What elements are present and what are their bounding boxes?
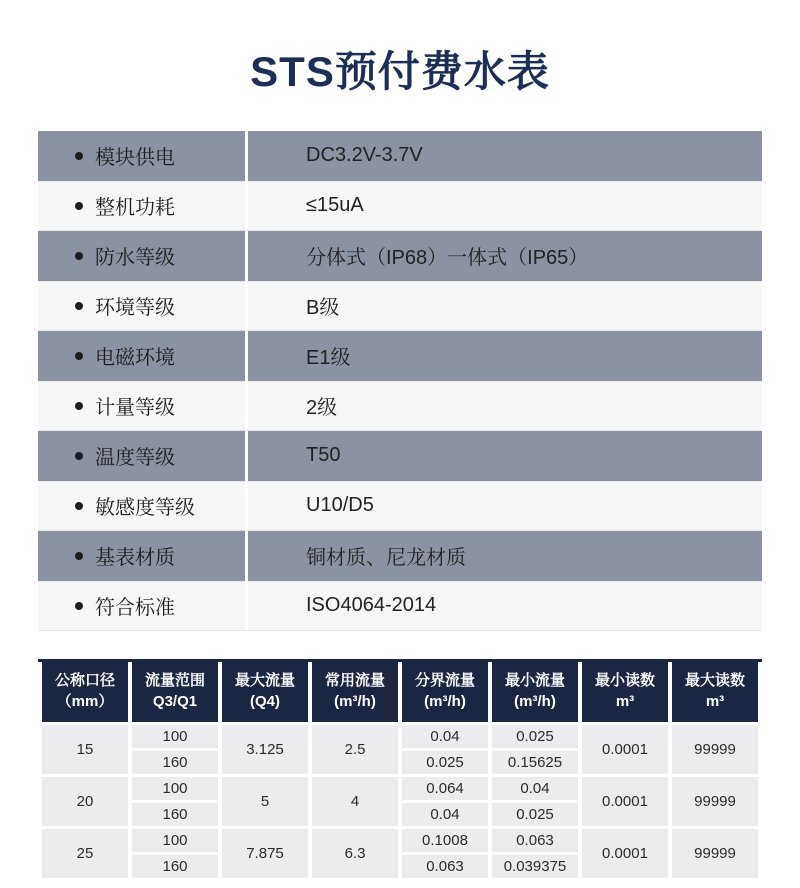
spec-label: 符合标准 xyxy=(95,597,175,619)
spec-value: 2级 xyxy=(306,397,338,419)
cell-min-reading: 0.0001 xyxy=(582,725,668,774)
flow-row-dn15-top xyxy=(42,725,758,748)
spec-label: 整机功耗 xyxy=(95,197,175,219)
bullet-icon xyxy=(75,452,83,460)
cell-boundary: 0.1008 xyxy=(402,829,488,852)
cell-qnormal: 4 xyxy=(312,777,398,826)
flow-header-flow-range: 流量范围 Q3/Q1 xyxy=(132,662,218,722)
spec-value: U10/D5 xyxy=(306,494,374,516)
spec-value: E1级 xyxy=(306,347,351,369)
cell-range-q3: 100 xyxy=(132,725,218,748)
spec-label: 防水等级 xyxy=(95,247,175,269)
cell-max-reading: 99999 xyxy=(672,829,758,878)
spec-value: ISO4064-2014 xyxy=(306,594,437,616)
spec-label: 基表材质 xyxy=(95,547,175,569)
bullet-icon xyxy=(75,152,83,160)
bullet-icon xyxy=(75,202,83,210)
bullet-icon xyxy=(75,252,83,260)
spec-row-emc-environment xyxy=(38,331,762,381)
spec-label-cell xyxy=(38,431,248,481)
spec-label: 敏感度等级 xyxy=(95,497,195,519)
spec-row-module-power xyxy=(38,131,762,181)
spec-label-cell xyxy=(38,282,248,330)
cell-boundary: 0.025 xyxy=(402,751,488,774)
cell-min-flow: 0.025 xyxy=(492,803,578,826)
spec-label-cell xyxy=(38,331,248,381)
cell-dn: 25 xyxy=(42,829,128,878)
cell-max-reading: 99999 xyxy=(672,777,758,826)
cell-boundary: 0.04 xyxy=(402,725,488,748)
spec-value: 分体式（IP68）一体式（IP65） xyxy=(306,247,589,269)
flow-header-min-flow: 最小流量 (m³/h) xyxy=(492,662,578,722)
flow-row-dn20-top xyxy=(42,777,758,800)
cell-qmax: 3.125 xyxy=(222,725,308,774)
cell-dn: 20 xyxy=(42,777,128,826)
bullet-icon xyxy=(75,402,83,410)
spec-row-standard-compliance xyxy=(38,581,762,631)
spec-label-cell xyxy=(38,131,248,181)
cell-boundary: 0.04 xyxy=(402,803,488,826)
cell-min-flow: 0.039375 xyxy=(492,855,578,878)
cell-min-flow: 0.063 xyxy=(492,829,578,852)
spec-label: 计量等级 xyxy=(95,397,175,419)
spec-row-sensitivity-class xyxy=(38,481,762,531)
bullet-icon xyxy=(75,302,83,310)
flow-row-dn25-top xyxy=(42,829,758,852)
flow-header-max-flow: 最大流量 (Q4) xyxy=(222,662,308,722)
spec-value: ≤15uA xyxy=(306,194,364,216)
spec-row-environment-class xyxy=(38,281,762,331)
page-title: STS预付费水表 xyxy=(250,48,550,95)
cell-qnormal: 2.5 xyxy=(312,725,398,774)
spec-label: 模块供电 xyxy=(95,147,175,169)
cell-qmax: 7.875 xyxy=(222,829,308,878)
cell-range-q3: 100 xyxy=(132,777,218,800)
spec-label: 电磁环境 xyxy=(95,347,175,369)
spec-row-waterproof-rating xyxy=(38,231,762,281)
bullet-icon xyxy=(75,352,83,360)
cell-range-q1: 160 xyxy=(132,855,218,878)
cell-range-q3: 100 xyxy=(132,829,218,852)
spec-row-metering-class xyxy=(38,381,762,431)
cell-min-reading: 0.0001 xyxy=(582,829,668,878)
spec-row-body-material xyxy=(38,531,762,581)
cell-qmax: 5 xyxy=(222,777,308,826)
spec-row-power-consumption xyxy=(38,181,762,231)
flow-table-section xyxy=(38,659,762,881)
spec-label-cell xyxy=(38,582,248,630)
cell-min-flow: 0.15625 xyxy=(492,751,578,774)
spec-label-cell xyxy=(38,531,248,581)
flow-header-transition-flow: 分界流量 (m³/h) xyxy=(402,662,488,722)
flow-header-nominal-diameter: 公称口径 （mm） xyxy=(42,662,128,722)
spec-value: B级 xyxy=(306,297,340,319)
flow-header-max-reading: 最大读数 m³ xyxy=(672,662,758,722)
spec-label: 环境等级 xyxy=(95,297,175,319)
bullet-icon xyxy=(75,502,83,510)
spec-value: T50 xyxy=(306,444,341,466)
cell-boundary: 0.063 xyxy=(402,855,488,878)
flow-header-min-reading: 最小读数 m³ xyxy=(582,662,668,722)
spec-label-cell xyxy=(38,482,248,530)
cell-min-flow: 0.04 xyxy=(492,777,578,800)
cell-max-reading: 99999 xyxy=(672,725,758,774)
bullet-icon xyxy=(75,552,83,560)
flow-header-row xyxy=(42,662,758,722)
spec-table xyxy=(38,131,762,631)
spec-value: DC3.2V-3.7V xyxy=(306,144,423,166)
flow-table xyxy=(38,659,762,881)
spec-label: 温度等级 xyxy=(95,447,175,469)
cell-min-flow: 0.025 xyxy=(492,725,578,748)
cell-min-reading: 0.0001 xyxy=(582,777,668,826)
cell-range-q1: 160 xyxy=(132,751,218,774)
cell-qnormal: 6.3 xyxy=(312,829,398,878)
cell-dn: 15 xyxy=(42,725,128,774)
spec-value: 铜材质、尼龙材质 xyxy=(306,547,466,569)
spec-label-cell xyxy=(38,182,248,230)
spec-row-temperature-class xyxy=(38,431,762,481)
flow-header-normal-flow: 常用流量 (m³/h) xyxy=(312,662,398,722)
spec-label-cell xyxy=(38,231,248,281)
bullet-icon xyxy=(75,602,83,610)
spec-label-cell xyxy=(38,382,248,430)
cell-range-q1: 160 xyxy=(132,803,218,826)
cell-boundary: 0.064 xyxy=(402,777,488,800)
